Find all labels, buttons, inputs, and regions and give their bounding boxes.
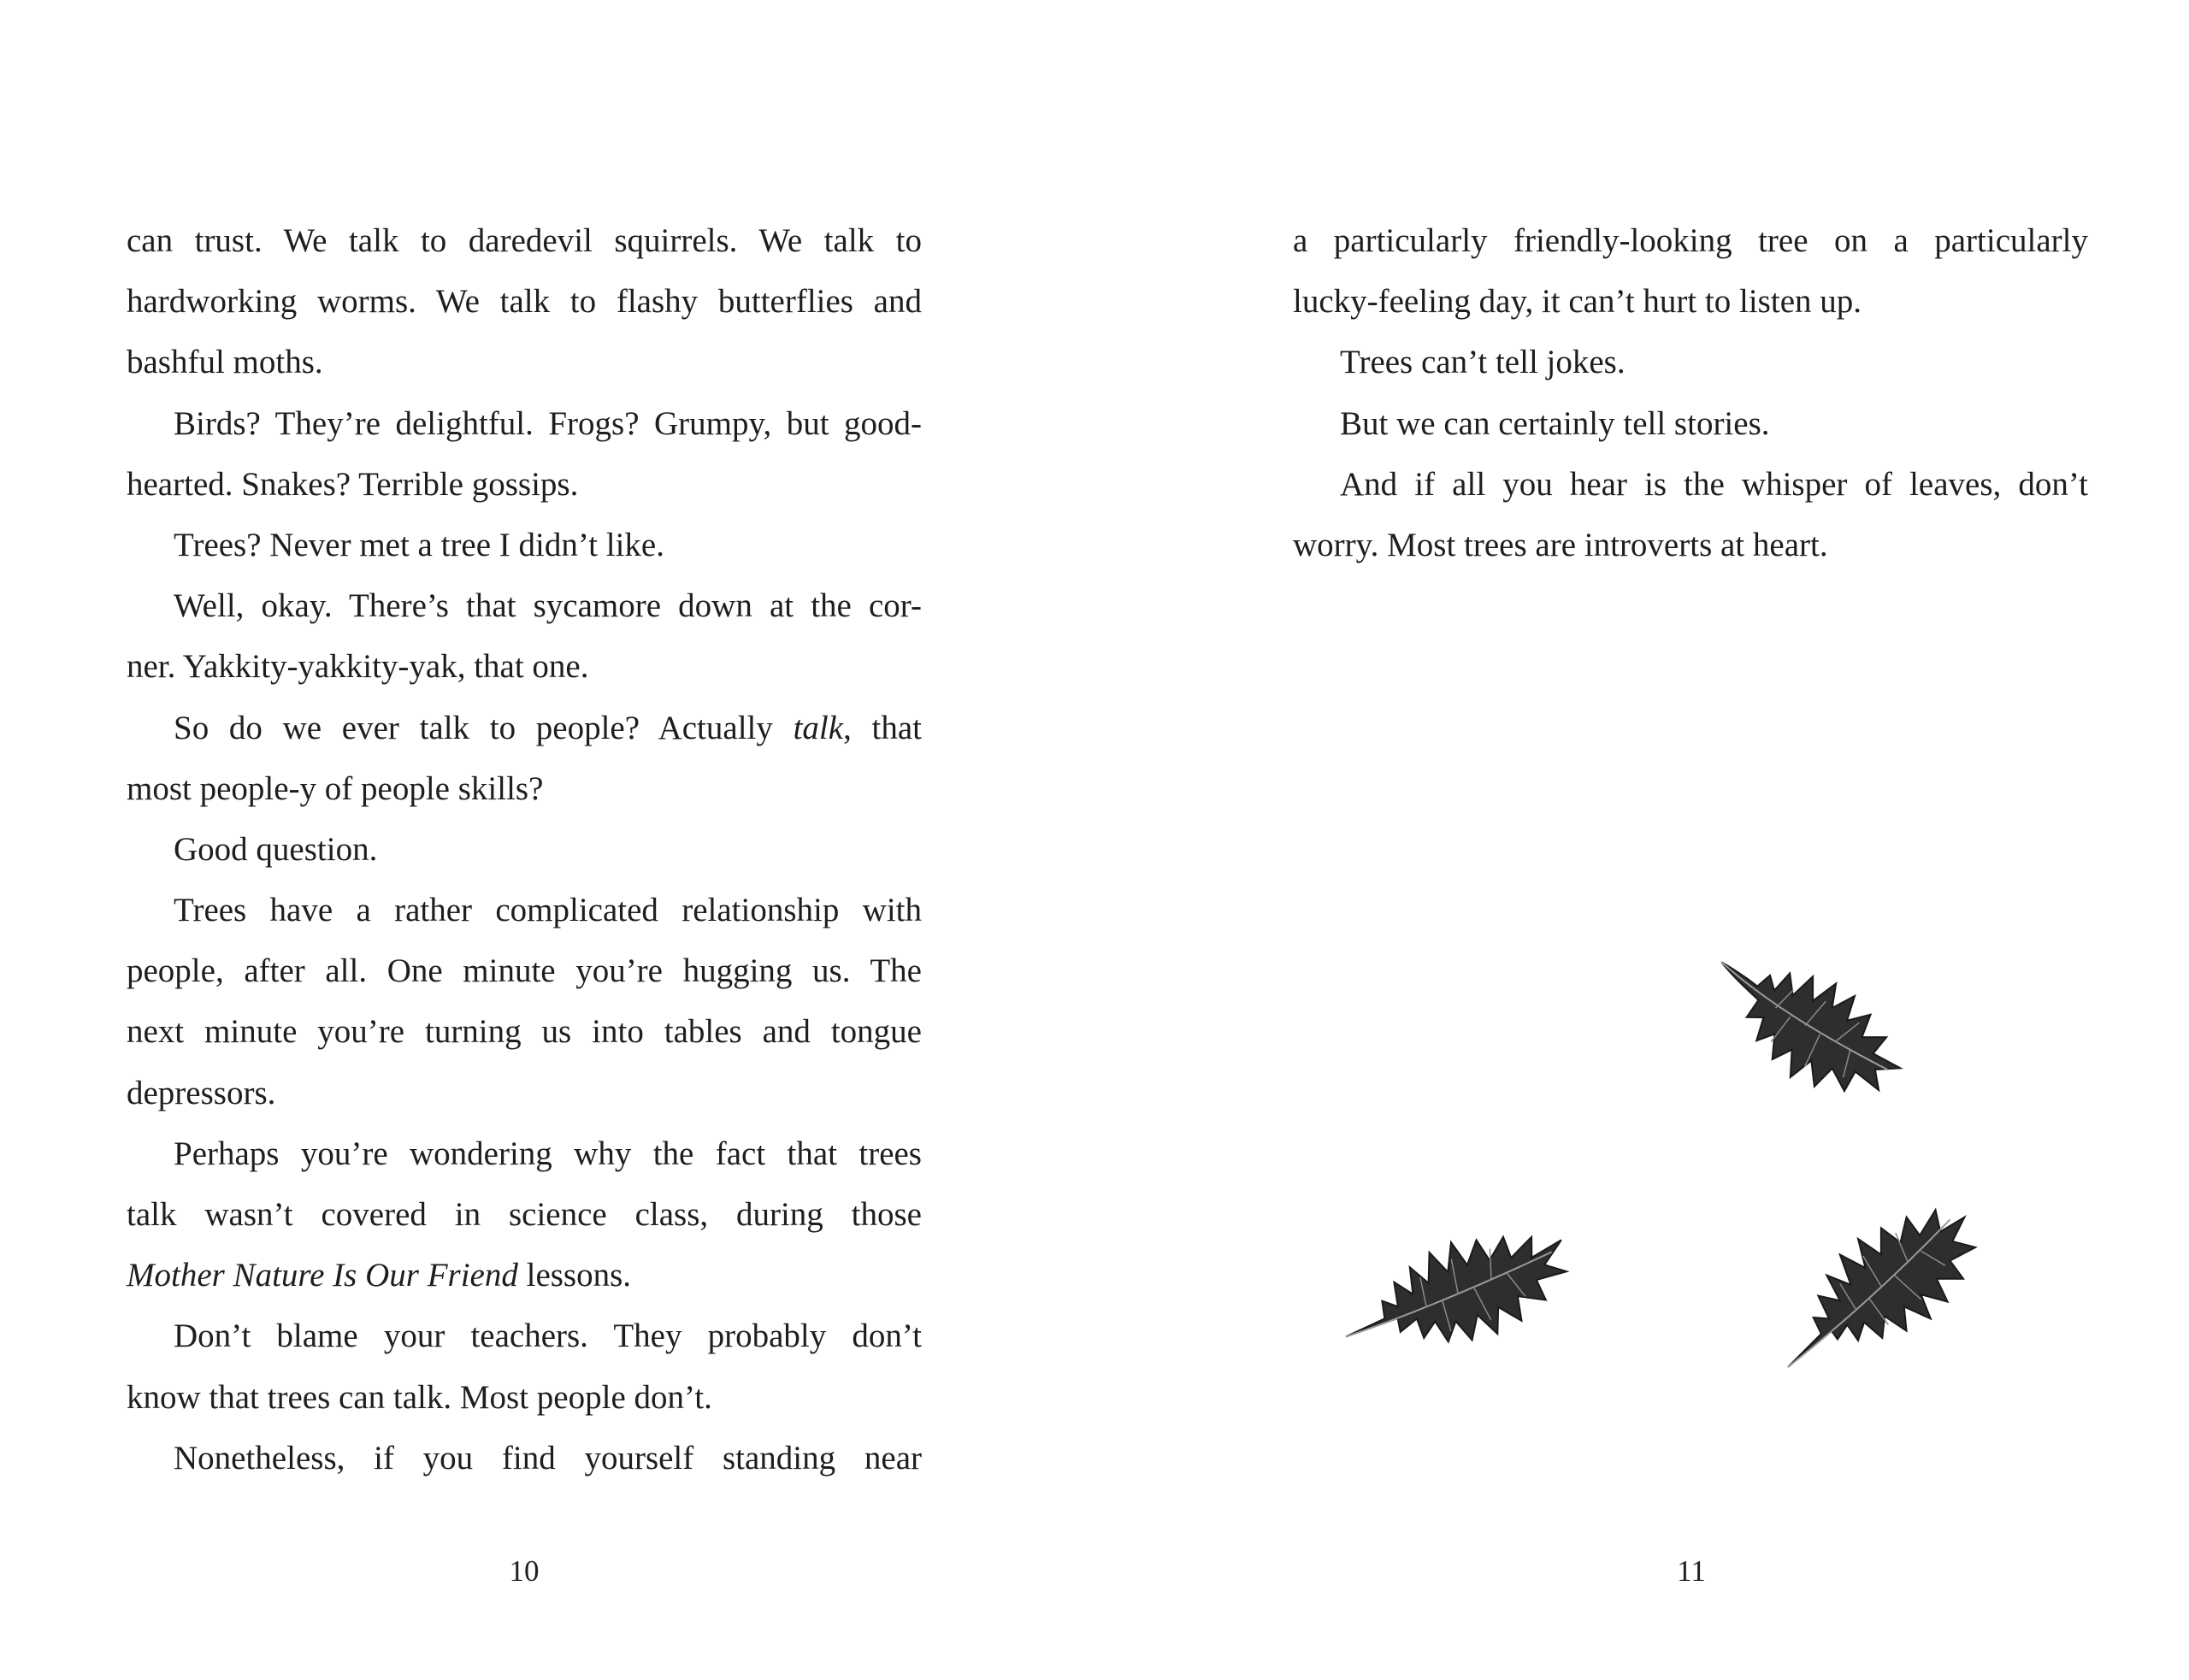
page-number: 11 [1677, 1554, 1706, 1588]
left-page [0, 0, 1094, 1680]
text-line: Nonetheless, if you find yourself standing near [174, 1439, 922, 1477]
text-line: can trust. We talk to daredevil squirrels. We talk to [127, 222, 922, 259]
text-line: Trees can’t tell jokes. [1340, 344, 1626, 381]
text-line: Don’t blame your teachers. They probably don’t [174, 1317, 922, 1355]
text-line: But we can certainly tell stories. [1340, 404, 1770, 442]
italic-word: talk [793, 709, 844, 746]
right-page [1094, 0, 2189, 1680]
text-line: next minute you’re turning us into tables and tongue [127, 1013, 922, 1051]
text-line: hardworking worms. We talk to flashy butterflies and [127, 283, 922, 321]
text-line: most people-y of people skills? [127, 769, 544, 807]
text-line-with-italic [127, 1245, 922, 1306]
text-segment: So do we ever talk to people? Actually [174, 709, 794, 746]
text-line: hearted. Snakes? Terrible gossips. [127, 465, 579, 503]
text-line: Trees? Never met a tree I didn’t like. [174, 526, 664, 563]
oak-leaf-icon [1753, 1188, 1992, 1376]
text-line: know that trees can talk. Most people don’t. [127, 1378, 712, 1416]
text-line: worry. Most trees are introverts at heart. [1293, 526, 1828, 563]
left-page-text [127, 210, 922, 1488]
text-line: Birds? They’re delightful. Frogs? Grumpy, but good- [174, 404, 922, 442]
text-line: bashful moths. [127, 344, 323, 381]
right-page-text [1293, 210, 2088, 575]
text-line: talk wasn’t covered in science class, during those [127, 1196, 922, 1233]
oak-leaf-icon [1685, 949, 1950, 1111]
text-line: people, after all. One minute you’re hugging us. The [127, 952, 922, 990]
text-line: Perhaps you’re wondering why the fact that trees [174, 1135, 922, 1172]
text-line: lucky-feeling day, it can’t hurt to listen up. [1293, 283, 1862, 321]
text-line: Well, okay. There’s that sycamore down at the cor- [174, 587, 922, 625]
text-line: Trees have a rather complicated relationship with [174, 892, 922, 929]
text-line: Good question. [174, 830, 378, 868]
text-line: depressors. [127, 1074, 276, 1111]
text-line-with-italic [127, 698, 922, 758]
italic-title: Mother Nature Is Our Friend [127, 1257, 518, 1294]
text-segment: lessons. [517, 1257, 632, 1294]
text-line: ner. Yakkity-yakkity-yak, that one. [127, 648, 589, 686]
oak-leaf-icon [1325, 1197, 1599, 1368]
text-line: a particularly friendly-looking tree on a particularly [1293, 222, 2088, 259]
page-number: 10 [509, 1554, 540, 1588]
text-segment: , that [843, 709, 922, 746]
text-line: And if all you hear is the whisper of leaves, don’t [1340, 465, 2088, 503]
